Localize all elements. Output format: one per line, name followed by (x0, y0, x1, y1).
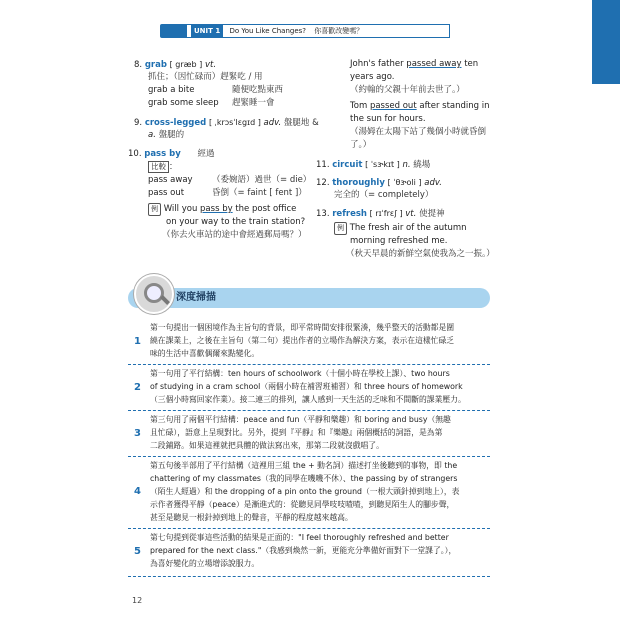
definition: 完全的（= completely） (334, 190, 434, 200)
vocab-item-10 (128, 148, 214, 161)
example-highlight: pass by (200, 204, 233, 214)
example-translation: （秋天早晨的新鮮空氣使我為之一振。） (346, 249, 495, 259)
phrase-zh: （委婉語）過世（= die） (212, 175, 312, 185)
item-number: 9. (134, 118, 143, 128)
phrase-en: grab some sleep (148, 98, 219, 108)
analysis-line: 繞在課業上，之後在主旨句（第二句）提出作者的立場作為解決方案，表示在這樣忙碌乏 (150, 336, 455, 345)
vocab-item-8 (134, 58, 216, 72)
headword: refresh (332, 209, 367, 219)
vocab-item-9-line2 (148, 129, 184, 142)
headword: pass by (144, 149, 181, 159)
example-text: after standing in (416, 101, 490, 111)
analysis-line: 第七句提到從事這些活動的結果是正面的："I feel thoroughly refreshed and better (150, 533, 449, 542)
part-of-speech: adv. (263, 118, 282, 128)
side-tab (592, 0, 620, 84)
example-text: years ago. (350, 72, 395, 82)
vocab-item-13 (316, 207, 445, 221)
headword: cross-legged (144, 118, 207, 128)
running-header (186, 24, 450, 38)
unit-tag: UNIT 1 (191, 25, 223, 37)
analysis-line: 第一句用了平行結構：ten hours of schoolwork（十個小時在學校上課）、two hours (150, 369, 450, 378)
example-icon: 例 (148, 203, 161, 216)
example-translation: （你去火車站的途中會經過郵局嗎？） (162, 230, 307, 240)
example-text: ten (461, 59, 479, 69)
analysis-text (150, 413, 484, 452)
phonetic: [ rɪˈfrɛʃ ] (369, 209, 403, 218)
headword: circuit (332, 160, 363, 170)
analysis-line: 二段鋪路。如果這裡就把具體的做法寫出來，那第二段就沒戲唱了。 (150, 441, 384, 450)
definition: 繞場 (413, 160, 431, 170)
row-number: 3 (134, 428, 141, 439)
row-number: 5 (134, 546, 141, 557)
phrase-zh: 隨便吃點東西 (232, 85, 284, 95)
row-number: 1 (134, 336, 141, 347)
item-number: 13. (316, 209, 330, 219)
example-line (148, 203, 296, 216)
row-number: 4 (134, 486, 141, 497)
phonetic: [ græb ] (169, 60, 203, 69)
phrase-zh: 趕緊睡一會 (232, 98, 275, 108)
analysis-line: 且忙碌），語意上呈現對比。另外，提到『平靜』和『樂趣』兩個概括的詞語，是為第 (150, 428, 443, 437)
section-title: 深度掃描 (176, 292, 216, 303)
phrase-en: grab a bite (148, 85, 195, 95)
example-translation: 了。） (350, 140, 372, 150)
definition: 抓住；（因忙碌而）趕緊吃 / 用 (148, 72, 263, 82)
phonetic: [ ˈsɝkɪt ] (365, 160, 400, 169)
analysis-line: （三個小時寫回家作業）。接二連三的排列，讓人感到一天生活的乏味和不間斷的課業壓力。 (150, 395, 466, 404)
example-text: Tom (350, 101, 370, 111)
analysis-line: （陌生人經過）和 the dropping of a pin onto the ground（一根大頭針掉到地上），表 (150, 487, 460, 496)
magnifier-lens (144, 283, 164, 303)
header-title: Do You Like Changes? (229, 27, 307, 35)
row-number: 2 (134, 382, 141, 393)
phonetic: [ ˌkrɔsˈlɛgɪd ] (208, 118, 261, 127)
example-translation: （約翰的父親十年前去世了。） (350, 85, 465, 95)
example-text: The fresh air of the autumn (349, 223, 467, 233)
compare-tag: 比較 (148, 161, 169, 173)
compare-colon: ： (169, 162, 178, 172)
example-text: morning refreshed me. (350, 236, 448, 246)
analysis-text (150, 367, 484, 406)
example-highlight: passed out (369, 101, 417, 111)
example-text: Will you (163, 204, 201, 214)
part-of-speech: vt. (405, 209, 417, 219)
example-icon: 例 (334, 222, 347, 235)
example-text (350, 100, 490, 113)
analysis-line: 第三句用了兩個平行結構：peace and fun（平靜和樂趣）和 boring and busy（無趣 (150, 415, 451, 424)
analysis-line: chattering of my classmates（我的同學在嘰嘰不休）、the passing by of strangers (150, 474, 458, 483)
phrase-en: pass out (148, 188, 185, 198)
example-text: John's father (350, 59, 407, 69)
headword: grab (144, 60, 167, 70)
analysis-line: 為喜好變化的立場增添說服力。 (150, 559, 260, 568)
item-number: 12. (316, 178, 330, 188)
phrase-en: pass away (148, 175, 193, 185)
phrase-zh: 昏倒（= faint [ fent ]） (212, 188, 307, 198)
analysis-text (150, 531, 484, 570)
item-number: 11. (316, 160, 330, 170)
definition: 盤腿地 & (283, 118, 319, 128)
headword: thoroughly (332, 178, 385, 188)
page-number: 12 (132, 596, 143, 605)
vocab-item-12 (316, 176, 442, 190)
analysis-line: 甚至是聽見一根針掉到地上的聲音，平靜的程度越來越高。 (150, 513, 353, 522)
vocab-item-11 (316, 158, 430, 172)
analysis-line: prepared for the next class."（我感到煥然一新，更能充分準備好面對下一堂課了。）， (150, 546, 457, 555)
item-number: 10. (128, 149, 142, 159)
example-highlight: passed away (406, 59, 462, 69)
definition: 經過 (197, 149, 215, 159)
analysis-line: 第一句提出一個困境作為主旨句的背景，即平常時間安排很緊湊，幾乎整天的活動都是圍 (150, 323, 455, 332)
analysis-line: 示作者獲得平靜（peace）是漸進式的：從聽見同學吱吱喳喳，到聽見陌生人的腳步聲， (150, 500, 455, 509)
analysis-line: of studying in a cram school（兩個小時在補習班補習）和 three hours of homework (150, 382, 463, 391)
analysis-line: 第五句後半部用了平行結構（這裡用三組 the + 動名詞）描述打坐後聽到的事物，即 the (150, 461, 458, 470)
definition: 使提神 (419, 209, 445, 219)
example-text: the sun for hours. (350, 114, 426, 124)
phonetic: [ ˈθɝoli ] (387, 178, 422, 187)
vocab-item-9 (134, 116, 319, 130)
part-of-speech: adv. (424, 178, 442, 188)
example-translation: （湯姆在太陽下站了幾個小時就昏倒 (350, 127, 487, 137)
example-line (334, 222, 467, 235)
part-of-speech: n. (402, 160, 411, 170)
header-title-zh: 你喜歡改變嗎？ (314, 27, 364, 35)
example-text: the post office (232, 204, 297, 214)
part-of-speech: a. (148, 130, 156, 140)
example-text (350, 58, 478, 71)
example-text: on your way to the train station? (166, 217, 306, 227)
part-of-speech: vt. (204, 60, 217, 70)
analysis-text (150, 459, 484, 524)
analysis-text (150, 321, 484, 360)
definition: 盤腿的 (158, 130, 185, 140)
analysis-line: 味的生活中喜歡偶爾來點變化。 (150, 349, 260, 358)
compare-label (148, 161, 178, 174)
item-number: 8. (134, 60, 143, 70)
